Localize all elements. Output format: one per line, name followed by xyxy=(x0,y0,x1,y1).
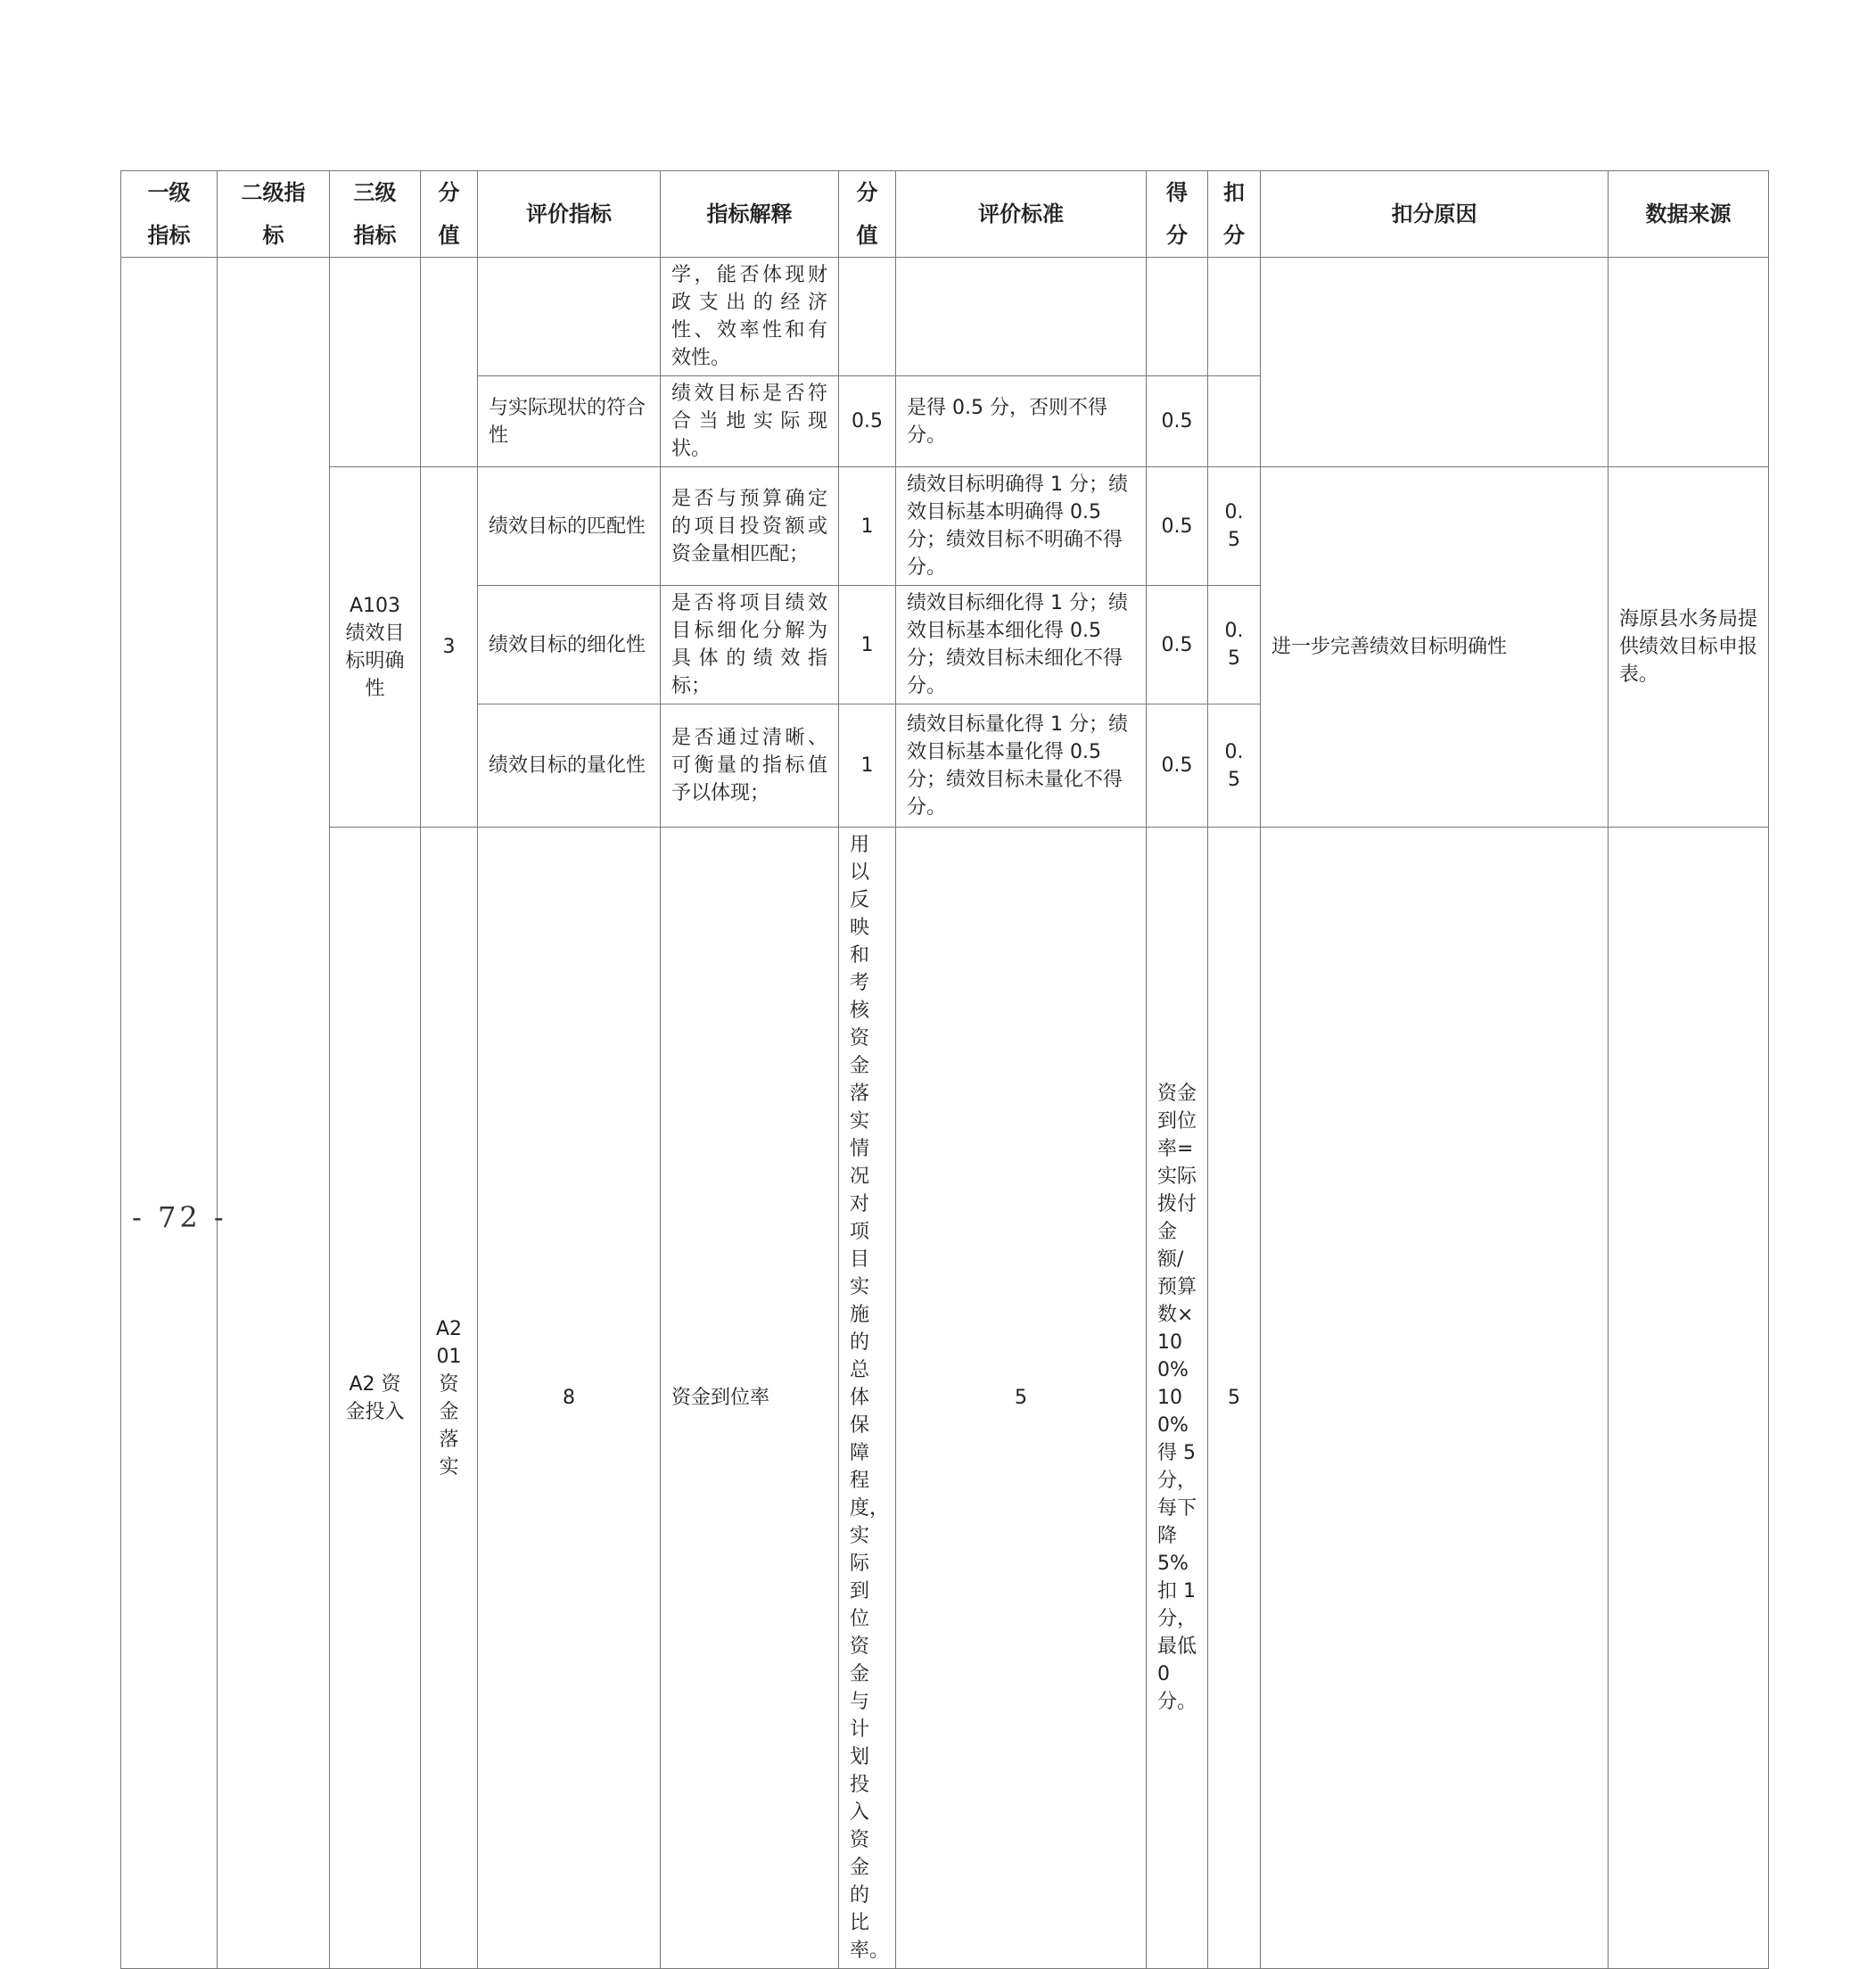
header-level2-indicator: 二级指 标 xyxy=(218,171,330,258)
cell-weight xyxy=(421,258,478,467)
table-row xyxy=(121,828,1769,1969)
cell-indicator: 绩效目标的量化性 xyxy=(478,704,661,828)
cell-deduction xyxy=(1208,376,1261,467)
header-weight: 分 值 xyxy=(421,171,478,258)
header-indicator-explanation: 指标解释 xyxy=(661,171,839,258)
cell-score: 0.5 xyxy=(1147,586,1208,704)
cell-data-source xyxy=(1609,258,1769,467)
cell-points: 1 xyxy=(839,704,896,828)
level3-name: 绩效目标明确性 xyxy=(345,622,405,700)
cell-weight: 8 xyxy=(478,828,661,1969)
cell-explanation: 是否将项目绩效目标细化分解为具体的绩效指标； xyxy=(661,586,839,704)
table-header-row xyxy=(121,171,1769,258)
cell-standard xyxy=(896,258,1147,376)
cell-explanation: 绩效目标是否符合当地实际现状。 xyxy=(661,376,839,467)
header-deduction: 扣 分 xyxy=(1208,171,1261,258)
cell-score: 0.5 xyxy=(1147,376,1208,467)
cell-deduction xyxy=(1208,258,1261,376)
cell-points xyxy=(839,258,896,376)
header-evaluation-indicator: 评价指标 xyxy=(478,171,661,258)
cell-score: 0.5 xyxy=(1147,704,1208,828)
cell-explanation: 是否通过清晰、可衡量的指标值予以体现； xyxy=(661,704,839,828)
cell-level3 xyxy=(421,828,478,1969)
cell-deduction: 0.5 xyxy=(1208,704,1261,828)
header-level1-indicator: 一级 指标 xyxy=(121,171,218,258)
cell-standard: 绩效目标细化得 1 分；绩效目标基本细化得 0.5 分；绩效目标未细化不得分。 xyxy=(896,586,1147,704)
cell-level2 xyxy=(218,258,330,1969)
cell-indicator xyxy=(478,258,661,376)
cell-explanation: 是否与预算确定的项目投资额或资金量相匹配； xyxy=(661,467,839,586)
cell-deduction-reason xyxy=(1609,828,1769,1969)
cell-indicator: 绩效目标的匹配性 xyxy=(478,467,661,586)
header-deduction-reason: 扣分原因 xyxy=(1261,171,1609,258)
cell-deduction-reason xyxy=(1261,258,1609,467)
cell-level3 xyxy=(330,467,421,828)
cell-standard: 是得 0.5 分，否则不得分。 xyxy=(896,376,1147,467)
evaluation-table xyxy=(120,170,1769,1969)
cell-level1 xyxy=(121,258,218,1969)
cell-level3 xyxy=(330,258,421,467)
header-evaluation-standard: 评价标准 xyxy=(896,171,1147,258)
level3-name: 资金落实 xyxy=(439,1372,459,1479)
cell-points: 5 xyxy=(896,828,1147,1969)
cell-weight: 3 xyxy=(421,467,478,828)
page-number: - 72 - xyxy=(132,1200,227,1234)
header-level3-indicator: 三级 指标 xyxy=(330,171,421,258)
level3-code: A201 xyxy=(435,1317,463,1368)
table-row xyxy=(121,467,1769,586)
cell-data-source: 海原县水务局提供绩效目标申报表。 xyxy=(1609,467,1769,828)
cell-level2: A2 资金投入 xyxy=(330,828,421,1969)
cell-points: 1 xyxy=(839,467,896,586)
header-points: 分 值 xyxy=(839,171,896,258)
cell-indicator: 资金到位率 xyxy=(661,828,839,1969)
cell-explanation: 学，能否体现财政支出的经济性、效率性和有效性。 xyxy=(661,258,839,376)
cell-deduction-reason: 进一步完善绩效目标明确性 xyxy=(1261,467,1609,828)
cell-score: 0.5 xyxy=(1147,467,1208,586)
table-row xyxy=(121,258,1769,376)
cell-standard: 资金到位率=实际拨付金额/预算数×100% 100%得 5 分，每下降 5%扣 1 分，最低 0 分。 xyxy=(1147,828,1208,1969)
cell-standard: 绩效目标量化得 1 分；绩效目标基本量化得 0.5 分；绩效目标未量化不得分。 xyxy=(896,704,1147,828)
level3-code: A103 xyxy=(349,594,401,617)
cell-explanation: 用以反映和考核资金落实情况对项目实施的总体保障程度，实际到位资金与计划投入资金的比率。 xyxy=(839,828,896,1969)
cell-deduction xyxy=(1261,828,1609,1969)
header-score: 得 分 xyxy=(1147,171,1208,258)
header-data-source: 数据来源 xyxy=(1609,171,1769,258)
cell-standard: 绩效目标明确得 1 分；绩效目标基本明确得 0.5 分；绩效目标不明确不得分。 xyxy=(896,467,1147,586)
cell-deduction: 0.5 xyxy=(1208,467,1261,586)
cell-score: 5 xyxy=(1208,828,1261,1969)
cell-points: 1 xyxy=(839,586,896,704)
cell-deduction: 0.5 xyxy=(1208,586,1261,704)
cell-points: 0.5 xyxy=(839,376,896,467)
cell-indicator: 与实际现状的符合性 xyxy=(478,376,661,467)
cell-indicator: 绩效目标的细化性 xyxy=(478,586,661,704)
cell-score xyxy=(1147,258,1208,376)
